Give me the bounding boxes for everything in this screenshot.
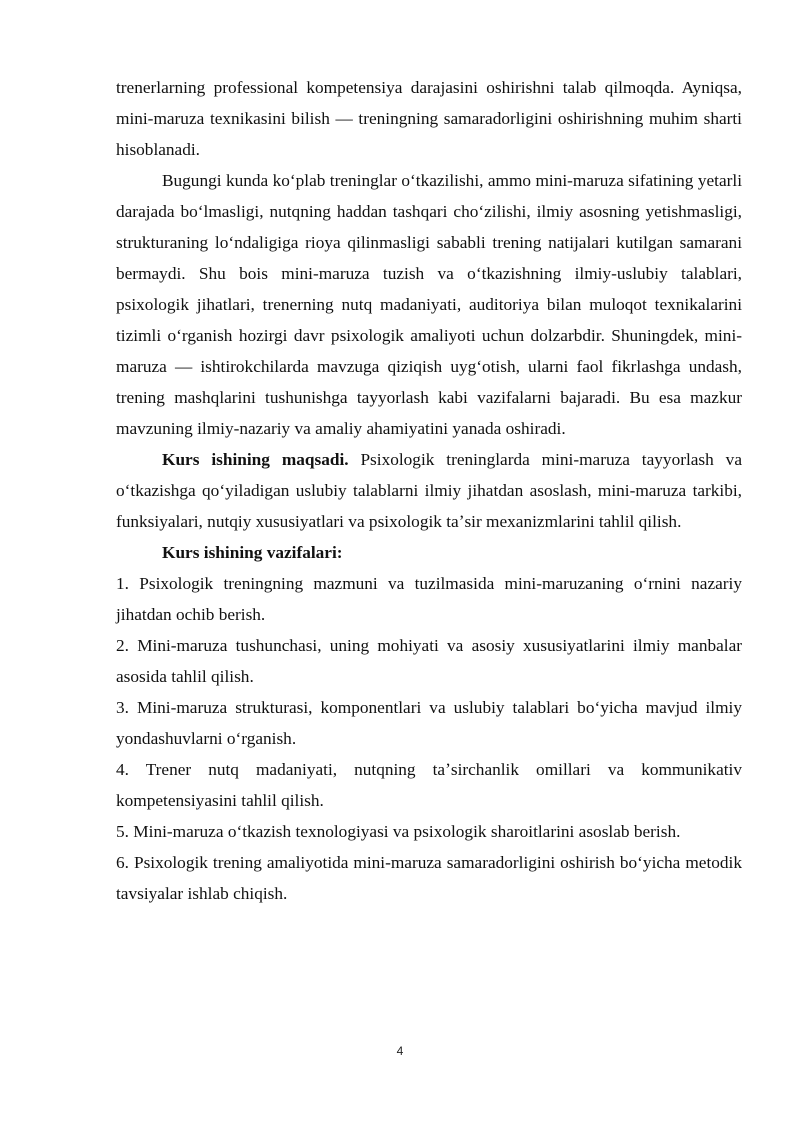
paragraph-relevance: Bugungi kunda koʻplab treninglar oʻtkazilishi, ammo mini-maruza sifatining yetarli darajada boʻlmasligi, nutqning haddan tashqari choʻzilishi, ilmiy asosning yetishmasligi, strukturaning loʻndaligiga rioya qilinmasligi sababli trening natijalari kutilgan samarani bermaydi. Shu bois mini-maruza tuzish va oʻtkazishning ilmiy-uslubiy talablari, psixologik jihatlari, trenerning nutq madaniyati, auditoriya bilan muloqot texnikalarini tizimli oʻrganish hozirgi davr psixologik amaliyoti uchun dolzarbdir. Shuningdek, mini-maruza — ishtirokchilarda mavzuga qiziqish uygʻotish, ularni faol fikrlashga undash, trening mashqlarini tushunishga tayyorlash kabi vazifalarni bajaradi. Bu esa mazkur mavzuning ilmiy-nazariy va amaliy ahamiyatini yanada oshiradi. [116,171,742,438]
task-item-2: 2. Mini-maruza tushunchasi, uning mohiyati va asosiy xususiyatlarini ilmiy manbalar asosida tahlil qilish. [116,636,742,686]
paragraph-goal [116,444,742,537]
task-item-3: 3. Mini-maruza strukturasi, komponentlari va uslubiy talablari boʻyicha mavjud ilmiy yondashuvlarni oʻrganish. [116,698,742,748]
task-item-1: 1. Psixologik treningning mazmuni va tuzilmasida mini-maruzaning oʻrnini nazariy jihatdan ochib berish. [116,574,742,624]
task-item-4: 4. Trener nutq madaniyati, nutqning taʼsirchanlik omillari va kommunikativ kompetensiyasini tahlil qilish. [116,760,742,810]
goal-label: Kurs ishining maqsadi. [162,450,349,469]
document-page [116,72,742,909]
goal-text: Psixologik treninglarda mini-maruza tayyorlash va oʻtkazishga qoʻyiladigan uslubiy talablarni ilmiy jihatdan asoslash, mini-maruza tarkibi, funksiyalari, nutqiy xususiyatlari va psixologik taʼsir mexanizmlarini tahlil qilish. [116,450,742,531]
page-number: 4 [396,1044,404,1058]
paragraph-continued: trenerlarning professional kompetensiya darajasini oshirishni talab qilmoqda. Ayniqsa, mini-maruza texnikasini bilish — treningning samaradorligini oshirishning muhim sharti hisoblanadi. [116,78,742,159]
task-item-5: 5. Mini-maruza oʻtkazish texnologiyasi va psixologik sharoitlarini asoslab berish. [116,822,681,841]
task-item-6: 6. Psixologik trening amaliyotida mini-maruza samaradorligini oshirish boʻyicha metodik tavsiyalar ishlab chiqish. [116,853,742,903]
tasks-heading: Kurs ishining vazifalari: [162,543,343,562]
